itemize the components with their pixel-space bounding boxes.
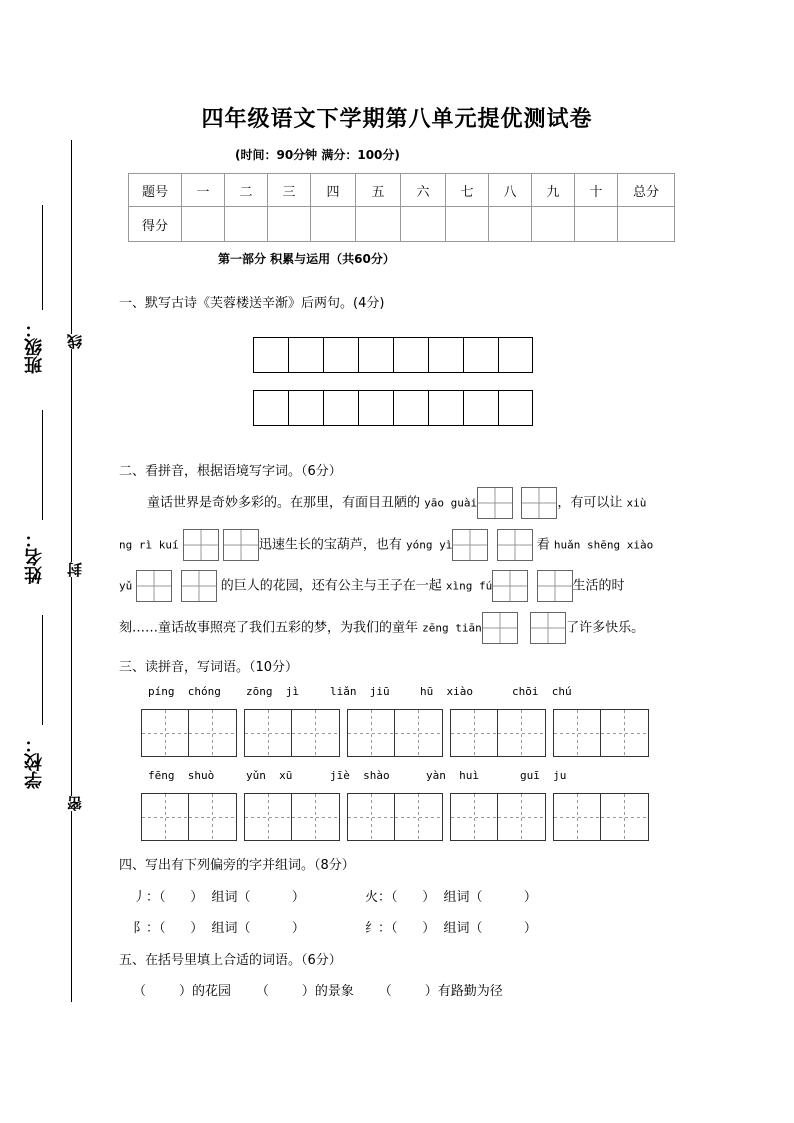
score-cell[interactable] xyxy=(446,207,489,242)
q2-text: 生活的时 xyxy=(572,578,625,594)
score-cell[interactable] xyxy=(356,207,401,242)
q2-text: 看 xyxy=(532,537,554,553)
word-box[interactable] xyxy=(553,709,649,757)
char-box[interactable] xyxy=(482,612,518,644)
pinyin: zēng tiān xyxy=(422,621,482,635)
q2-text: 迅速生长的宝葫芦，也有 xyxy=(258,537,407,553)
header-cell: 二 xyxy=(225,174,268,207)
score-cell[interactable] xyxy=(225,207,268,242)
word-box[interactable] xyxy=(141,793,237,841)
word-box[interactable] xyxy=(244,793,340,841)
char-box[interactable] xyxy=(223,529,259,561)
header-cell: 一 xyxy=(182,174,225,207)
q3-pinyin-9: yàn huì xyxy=(426,769,479,782)
q2-text: 童话世界是奇妙多彩的。在那里，有面目丑陋的 xyxy=(147,495,425,511)
q3-pinyin-8: jīè shào xyxy=(330,769,390,782)
word-box[interactable] xyxy=(347,709,443,757)
header-cell: 五 xyxy=(356,174,401,207)
score-header-row xyxy=(129,174,675,207)
pinyin: xiù xyxy=(626,496,647,510)
word-box[interactable] xyxy=(141,709,237,757)
header-cell: 总分 xyxy=(618,174,675,207)
score-row-label: 得分 xyxy=(129,207,182,242)
class-blank xyxy=(42,205,43,310)
header-cell: 十 xyxy=(575,174,618,207)
poem-line-2-boxes[interactable] xyxy=(253,390,533,426)
school-label: 学校： xyxy=(24,735,45,789)
char-box[interactable] xyxy=(537,570,573,602)
q2-line-3 xyxy=(119,570,625,602)
pinyin: huǎn shēng xiào xyxy=(553,538,654,552)
part-heading: 第一部分 积累与运用（共60分） xyxy=(218,252,395,266)
answer-box[interactable] xyxy=(288,337,323,373)
answer-box[interactable] xyxy=(288,390,323,426)
q5-blanks[interactable]: （ ）的花园 （ ）的景象 （ ）有路勤为径 xyxy=(133,984,503,999)
q4-title: 四、写出有下列偏旁的字并组词。（8分） xyxy=(119,858,355,873)
word-box[interactable] xyxy=(347,793,443,841)
q3-pinyin-3: liǎn jiū xyxy=(330,685,390,698)
answer-box[interactable] xyxy=(358,337,393,373)
q4-item-2[interactable]: 火：（ ） 组词（ ） xyxy=(365,890,537,905)
header-cell: 八 xyxy=(489,174,532,207)
char-box[interactable] xyxy=(183,529,219,561)
score-cell[interactable] xyxy=(532,207,575,242)
q3-pinyin-2: zōng jì xyxy=(246,685,299,698)
q3-title: 三、读拼音，写词语。（10分） xyxy=(119,660,299,675)
answer-box[interactable] xyxy=(253,337,288,373)
char-box[interactable] xyxy=(530,612,566,644)
char-box[interactable] xyxy=(477,487,513,519)
word-box[interactable] xyxy=(450,709,546,757)
score-cell[interactable] xyxy=(489,207,532,242)
answer-box[interactable] xyxy=(498,390,533,426)
q3-pinyin-7: yǔn xū xyxy=(246,769,293,782)
binding-mark-xian: 线 xyxy=(66,334,84,349)
header-cell: 九 xyxy=(532,174,575,207)
char-box[interactable] xyxy=(136,570,172,602)
poem-line-1-boxes[interactable] xyxy=(253,337,533,373)
q3-pinyin-5: chōi chú xyxy=(512,685,572,698)
q4-item-1[interactable]: 丿：（ ） 组词（ ） xyxy=(133,890,305,905)
score-cell[interactable] xyxy=(618,207,675,242)
exam-info: (时间：90分钟 满分：100分) xyxy=(235,148,400,162)
q2-text: 的巨人的花园，还有公主与王子在一起 xyxy=(216,578,446,594)
q2-line-4 xyxy=(119,612,644,644)
answer-box[interactable] xyxy=(358,390,393,426)
binding-mark-feng: 封 xyxy=(66,562,84,577)
q3-pinyin-10: guī ju xyxy=(520,769,567,782)
pinyin: xìng fú xyxy=(445,579,493,593)
word-box[interactable] xyxy=(244,709,340,757)
header-cell: 六 xyxy=(401,174,446,207)
q2-line-1 xyxy=(147,487,646,519)
page-title: 四年级语文下学期第八单元提优测试卷 xyxy=(201,106,593,132)
q3-pinyin-4: hū xiào xyxy=(420,685,473,698)
q2-title: 二、看拼音，根据语境写字词。（6分） xyxy=(119,464,342,479)
answer-box[interactable] xyxy=(498,337,533,373)
header-cell: 七 xyxy=(446,174,489,207)
score-cell[interactable] xyxy=(575,207,618,242)
word-box[interactable] xyxy=(450,793,546,841)
header-cell: 题号 xyxy=(129,174,182,207)
char-box[interactable] xyxy=(521,487,557,519)
q2-text: ，有可以让 xyxy=(557,495,627,511)
char-box[interactable] xyxy=(452,529,488,561)
q1-title: 一、默写古诗《芙蓉楼送辛渐》后两句。(4分) xyxy=(119,296,385,311)
pinyin: ng rì kuí xyxy=(119,538,179,552)
answer-box[interactable] xyxy=(323,390,358,426)
pinyin: yāo guài xyxy=(424,496,478,510)
answer-box[interactable] xyxy=(463,390,498,426)
name-blank xyxy=(42,615,43,725)
q3-pinyin-1: píng chóng xyxy=(148,685,221,698)
q2-line-2 xyxy=(119,529,653,561)
pinyin: yǔ xyxy=(119,579,133,593)
char-box[interactable] xyxy=(181,570,217,602)
score-table xyxy=(128,173,675,242)
score-cell[interactable] xyxy=(311,207,356,242)
answer-box[interactable] xyxy=(323,337,358,373)
header-cell: 四 xyxy=(311,174,356,207)
score-cell[interactable] xyxy=(401,207,446,242)
binding-mark-mi: 密 xyxy=(66,796,84,811)
answer-box[interactable] xyxy=(253,390,288,426)
q2-text: 刻……童话故事照亮了我们五彩的梦，为我们的童年 xyxy=(119,620,423,636)
q3-pinyin-6: fēng shuò xyxy=(148,769,215,782)
q5-title: 五、在括号里填上合适的词语。（6分） xyxy=(119,953,342,968)
answer-box[interactable] xyxy=(393,337,428,373)
score-row xyxy=(129,207,675,242)
score-cell[interactable] xyxy=(268,207,311,242)
pinyin: yóng yì xyxy=(406,538,453,552)
answer-box[interactable] xyxy=(463,337,498,373)
char-box[interactable] xyxy=(492,570,528,602)
word-box[interactable] xyxy=(553,793,649,841)
score-cell[interactable] xyxy=(182,207,225,242)
q4-item-3[interactable]: 阝：（ ） 组词（ ） xyxy=(133,921,305,936)
q2-text: 了许多快乐。 xyxy=(566,620,645,636)
header-cell: 三 xyxy=(268,174,311,207)
class-label: 班级： xyxy=(24,320,45,374)
char-box[interactable] xyxy=(497,529,533,561)
name-blank-top xyxy=(42,410,43,520)
answer-box[interactable] xyxy=(428,390,463,426)
answer-box[interactable] xyxy=(393,390,428,426)
q4-item-4[interactable]: 纟：（ ） 组词（ ） xyxy=(365,921,537,936)
answer-box[interactable] xyxy=(428,337,463,373)
name-label: 姓名： xyxy=(24,530,45,584)
